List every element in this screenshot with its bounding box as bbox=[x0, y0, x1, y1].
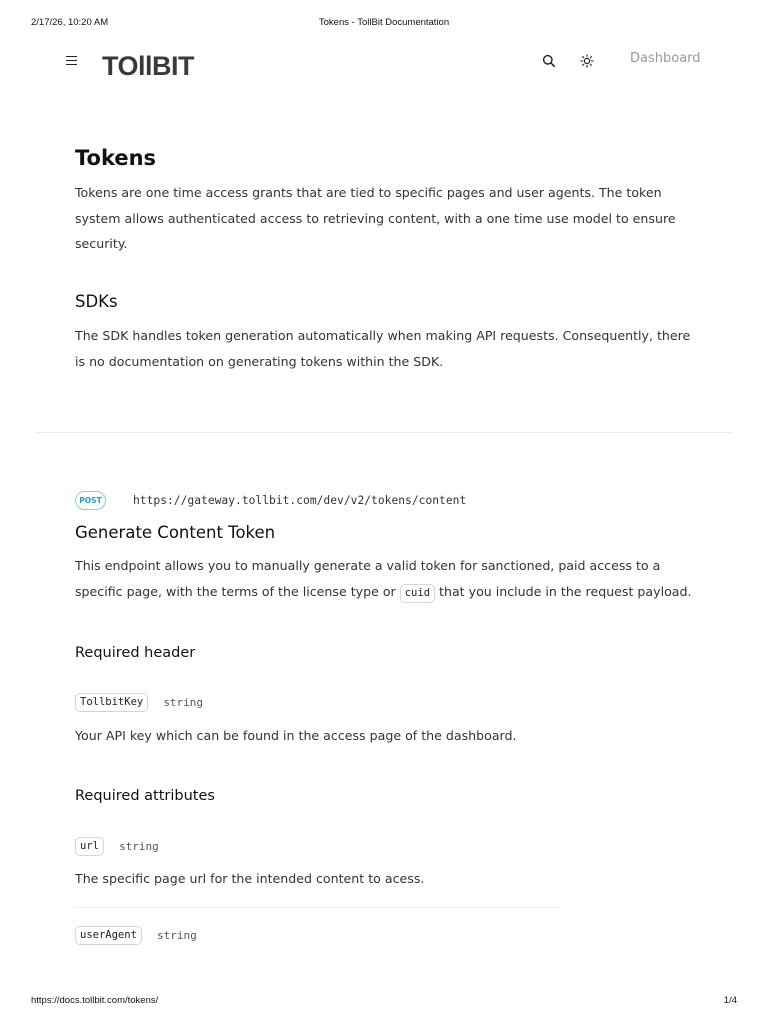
param-row-url bbox=[75, 836, 159, 856]
print-header bbox=[0, 17, 768, 31]
sdks-heading: SDKs bbox=[75, 292, 118, 311]
hamburger-menu-icon[interactable] bbox=[66, 56, 77, 66]
param-row-tollbitkey bbox=[75, 692, 203, 712]
section-divider bbox=[35, 432, 733, 433]
param-type: string bbox=[119, 840, 159, 853]
param-name-chip: userAgent bbox=[75, 926, 142, 945]
print-url: https://docs.tollbit.com/tokens/ bbox=[31, 995, 159, 1006]
print-page-number: 1/4 bbox=[723, 995, 737, 1006]
param-name-chip: url bbox=[75, 837, 104, 856]
required-attributes-heading: Required attributes bbox=[75, 788, 215, 804]
cuid-code-chip: cuid bbox=[400, 584, 435, 603]
endpoint-heading: Generate Content Token bbox=[75, 523, 276, 542]
sun-icon[interactable] bbox=[580, 53, 594, 67]
endpoint-description-text-end: that you include in the request payload. bbox=[439, 583, 692, 599]
dashboard-link[interactable]: Dashboard bbox=[630, 51, 701, 66]
search-icon[interactable] bbox=[542, 53, 556, 67]
page-title: Tokens bbox=[75, 146, 157, 170]
param-type: string bbox=[163, 696, 204, 709]
param-divider bbox=[75, 907, 558, 908]
param-row-useragent bbox=[75, 925, 197, 945]
endpoint-description-text: This endpoint allows you to manually generate a valid token for sanctioned, paid access to a specific page, with the terms of the license type or bbox=[75, 558, 661, 599]
param-description: Your API key which can be found in the access page of the dashboard. bbox=[75, 728, 517, 743]
print-page-title: Tokens - TollBit Documentation bbox=[318, 17, 450, 28]
endpoint-url: https://gateway.tollbit.com/dev/v2/tokens/content bbox=[133, 494, 467, 507]
param-description: The specific page url for the intended content to acess. bbox=[75, 871, 425, 886]
top-navigation-bar bbox=[0, 48, 768, 84]
print-footer bbox=[0, 995, 768, 1009]
param-name-chip: TollbitKey bbox=[75, 693, 148, 712]
sdks-body: The SDK handles token generation automatically when making API requests. Consequently, there is no documentation on generating tokens within the SDK. bbox=[75, 328, 691, 369]
page-intro: Tokens are one time access grants that are tied to specific pages and user agents. The token system allows authenticated access to retrieving content, with a one time use model to ensure security. bbox=[75, 185, 676, 252]
required-header-heading: Required header bbox=[75, 645, 196, 661]
print-datetime: 2/17/26, 10:20 AM bbox=[31, 17, 109, 28]
param-type: string bbox=[157, 929, 197, 942]
tollbit-logo[interactable]: TOllBIT bbox=[102, 51, 195, 81]
endpoint-description bbox=[75, 553, 700, 604]
http-method-badge: POST bbox=[75, 491, 106, 510]
